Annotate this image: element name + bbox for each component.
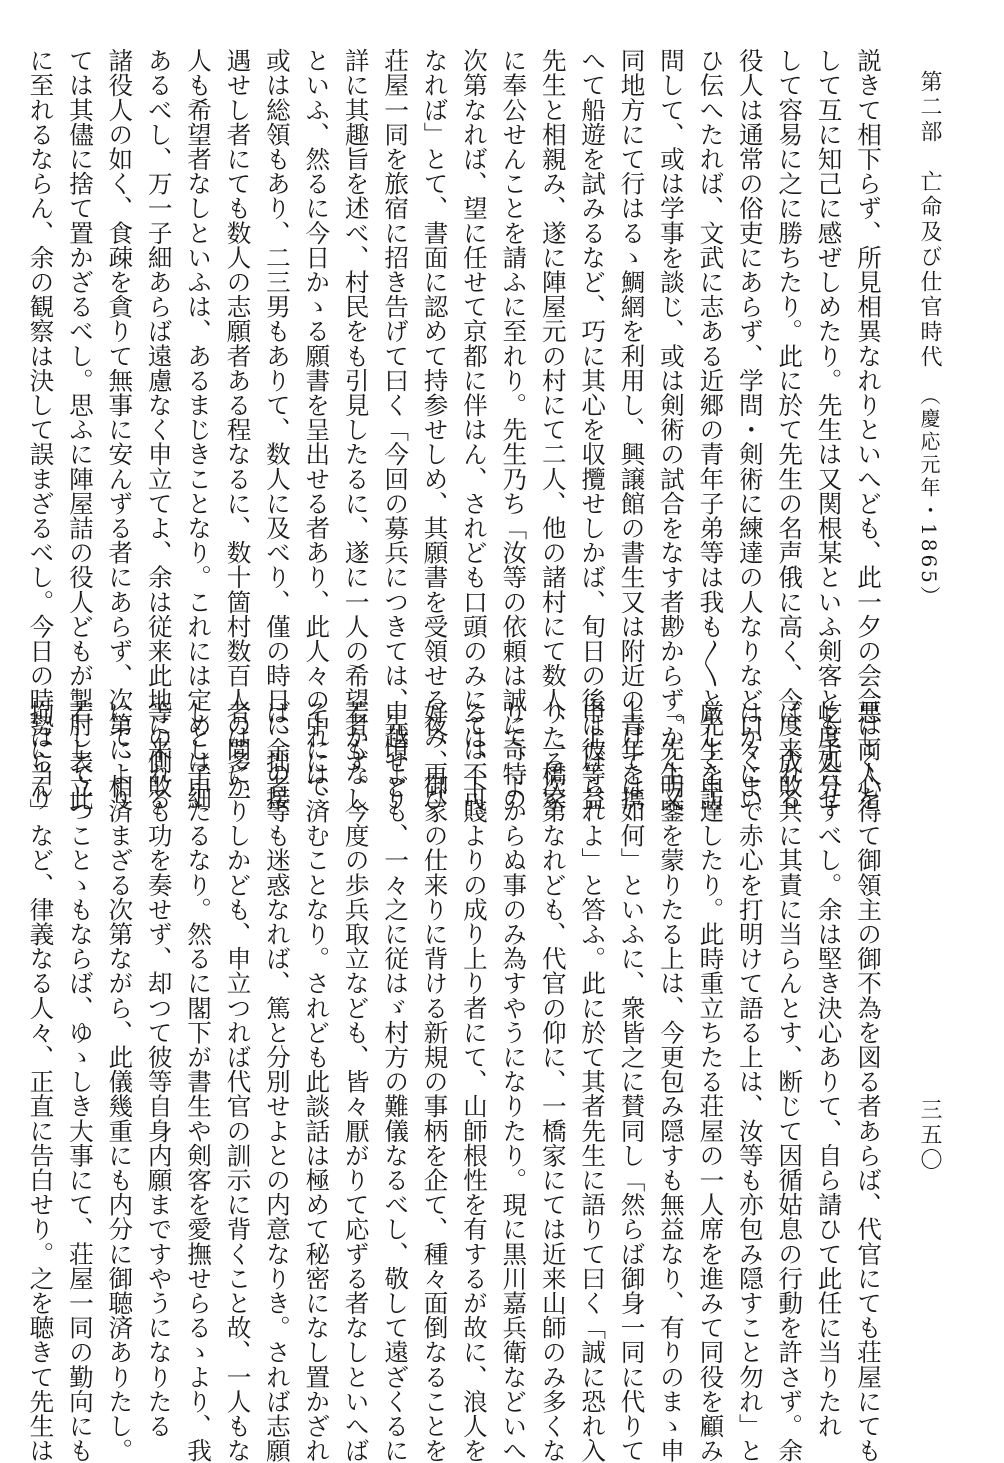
text-column: 次第なれば、望に任せて京都に伴はん、されども口頭のみにては不可 bbox=[459, 48, 489, 811]
lower-text-block bbox=[26, 700, 888, 1463]
text-column: 好み、御家の仕来りに背ける新規の事柄を企て、種々面倒なることを bbox=[420, 700, 450, 1463]
text-column: 拘はらん」など、律義なる人々、正直に告白せり。之を聴きて先生は bbox=[26, 700, 56, 1463]
text-column: 厳しく申達したり。此時重立ちたる荘屋の一人席を進みて同役を顧み bbox=[696, 700, 726, 1463]
text-column: 人も希望者なしといふは、あるまじきことなり。これには定めし子細 bbox=[184, 48, 214, 811]
text-column: 若かず。今度の歩兵取立なども、皆々厭がりて応ずる者なしといへば bbox=[341, 700, 371, 1463]
text-column: 者は多かりしかども、申立つれば代官の訓示に背くこと故、一人もな bbox=[223, 700, 253, 1463]
text-column: りたる次第なれども、代官の仰に、一橋家にては近来山師のみ多くな bbox=[538, 700, 568, 1463]
text-column: 「かく明鑒を蒙りたる上は、今更包み隠すも無益なり、有りのまゝ申 bbox=[656, 700, 686, 1463]
upper-text-block bbox=[26, 48, 888, 811]
text-column: はかくまで赤心を打明けて語る上は、汝等も亦包み隠すこと勿れ」と bbox=[735, 700, 765, 1463]
text-column: ば、成敗共に其責に当らんとす、断じて因循姑息の行動を許さず。余 bbox=[775, 700, 805, 1463]
text-column: それにて済むことなり。されども此談話は極めて秘密になし置かざれ bbox=[302, 700, 332, 1463]
text-column: 遇せし者にても数人の志願者ある程なるに、数十箇村数百人の間に一 bbox=[223, 48, 253, 811]
text-column: にて、相済まざる次第ながら、此儀幾重にも内分に御聴済ありたし。 bbox=[105, 700, 135, 1463]
text-column: あるべし、万一子細あらば遠慮なく申立てよ、余は従来此地に来れる bbox=[144, 48, 174, 811]
text-column: 申上げられよ」と答ふ。此に於て其者先生に語りて曰く「誠に恐れ入 bbox=[578, 700, 608, 1463]
text-column: しとは申たるなり。然るに閣下が書生や剣客を愛撫せらるゝより、我 bbox=[184, 700, 214, 1463]
text-column: して互に知己に感ぜしめたり。先生は又関根某といふ剣客とも手合せ bbox=[814, 48, 844, 811]
text-column: ば、拙者等も迷惑なれば、篤と分別せよとの内意なりき。されば志願 bbox=[262, 700, 292, 1463]
text-column: 問して、或は学事を談じ、或は剣術の試合をなす者尠からず。先生又 bbox=[656, 48, 686, 811]
text-column: 或は総領もあり、二三男もありて、数人に及べり、僅の時日に余の接 bbox=[262, 48, 292, 811]
running-header bbox=[912, 70, 946, 710]
page-number: 三五〇 bbox=[917, 1098, 942, 1173]
text-column: 申越せども、一々之に従はゞ村方の難儀なるべし、敬して遠ざくるに bbox=[381, 700, 411, 1463]
text-column: に至れるならん、余の観察は決して誤まざるべし。今日の時勢に当り bbox=[26, 48, 56, 811]
text-column: 役人は通常の俗吏にあらず、学問・剣術に練達の人なりなど口々にい bbox=[735, 48, 765, 811]
text-column: といふ、然るに今日かゝる願書を呈出せる者あり、此人々の中には、 bbox=[302, 48, 332, 811]
text-column: 同地方にて行はるゝ鯛網を利用し、興譲館の書生又は附近の青年を携 bbox=[617, 48, 647, 811]
text-column: して容易に之に勝ちたり。此に於て先生の名声俄に高く、今度来れる bbox=[775, 48, 805, 811]
text-column: ては其儘に捨て置かざるべし。思ふに陣屋詰の役人どもが掣肘して此 bbox=[65, 48, 95, 811]
part-label: 第二部 bbox=[917, 70, 942, 145]
text-column: 若し表立つことゝもならば、ゆゝしき大事にて、荘屋一同の勤向にも bbox=[65, 700, 95, 1463]
text-column: 悪しく心得て御領主の御不為を図る者あらば、代官にても荘屋にても bbox=[854, 700, 883, 1463]
text-column: ひ伝へたれば、文武に志ある近郷の青年子弟等は我も〳〵と先生を訪 bbox=[696, 48, 726, 811]
text-column: 上げては如何」といふに、衆皆之に賛同し「然らば御身一同に代りて bbox=[617, 700, 647, 1463]
text-column: 等の側敗も功を奏せず、却つて彼等自身内願まですやうになりたる bbox=[144, 700, 174, 1438]
text-column: 諸役人の如く、食疎を貪りて無事に安んずる者にあらず、次第により bbox=[105, 48, 135, 811]
chapter-title: 亡命及び仕官時代 bbox=[917, 170, 942, 370]
text-column: るは、下賤よりの成り上り者にて、山師根性を有するが故に、浪人を bbox=[459, 700, 489, 1463]
text-column: 荘屋一同を旅宿に招き告げて曰く「今回の募兵につきては、先頃より bbox=[381, 48, 411, 811]
text-column: 先生と相親み、遂に陣屋元の村にて二人、他の諸村にて数人、一橋家 bbox=[538, 48, 568, 811]
text-column: りて、よからぬ事のみ為すやうになりたり。現に黒川嘉兵衛などいへ bbox=[499, 700, 529, 1463]
text-column: に奉公せんことを請ふに至れり。先生乃ち「汝等の依頼は誠に奇特の bbox=[499, 48, 529, 811]
text-column: 詳に其趣旨を述べ、村民をも引見したるに、遂に一人の希望者もなし bbox=[341, 48, 371, 811]
text-column: なれば」とて、書面に認めて持参せしめ、其願書を受領せる夜、再び bbox=[420, 48, 450, 811]
period-note: （慶応元年・1865） bbox=[917, 395, 941, 609]
text-column: へて船遊を試みるなど、巧に其心を収攬せしかば、旬日の後は彼等益 bbox=[578, 48, 608, 811]
text-column: 説きて相下らず、所見相異なれりといへども、此一夕の会合は両人を bbox=[854, 48, 883, 811]
text-column: 屹度処分すべし。余は堅き決心ありて、自ら請ひて此任に当りたれ bbox=[814, 700, 844, 1438]
